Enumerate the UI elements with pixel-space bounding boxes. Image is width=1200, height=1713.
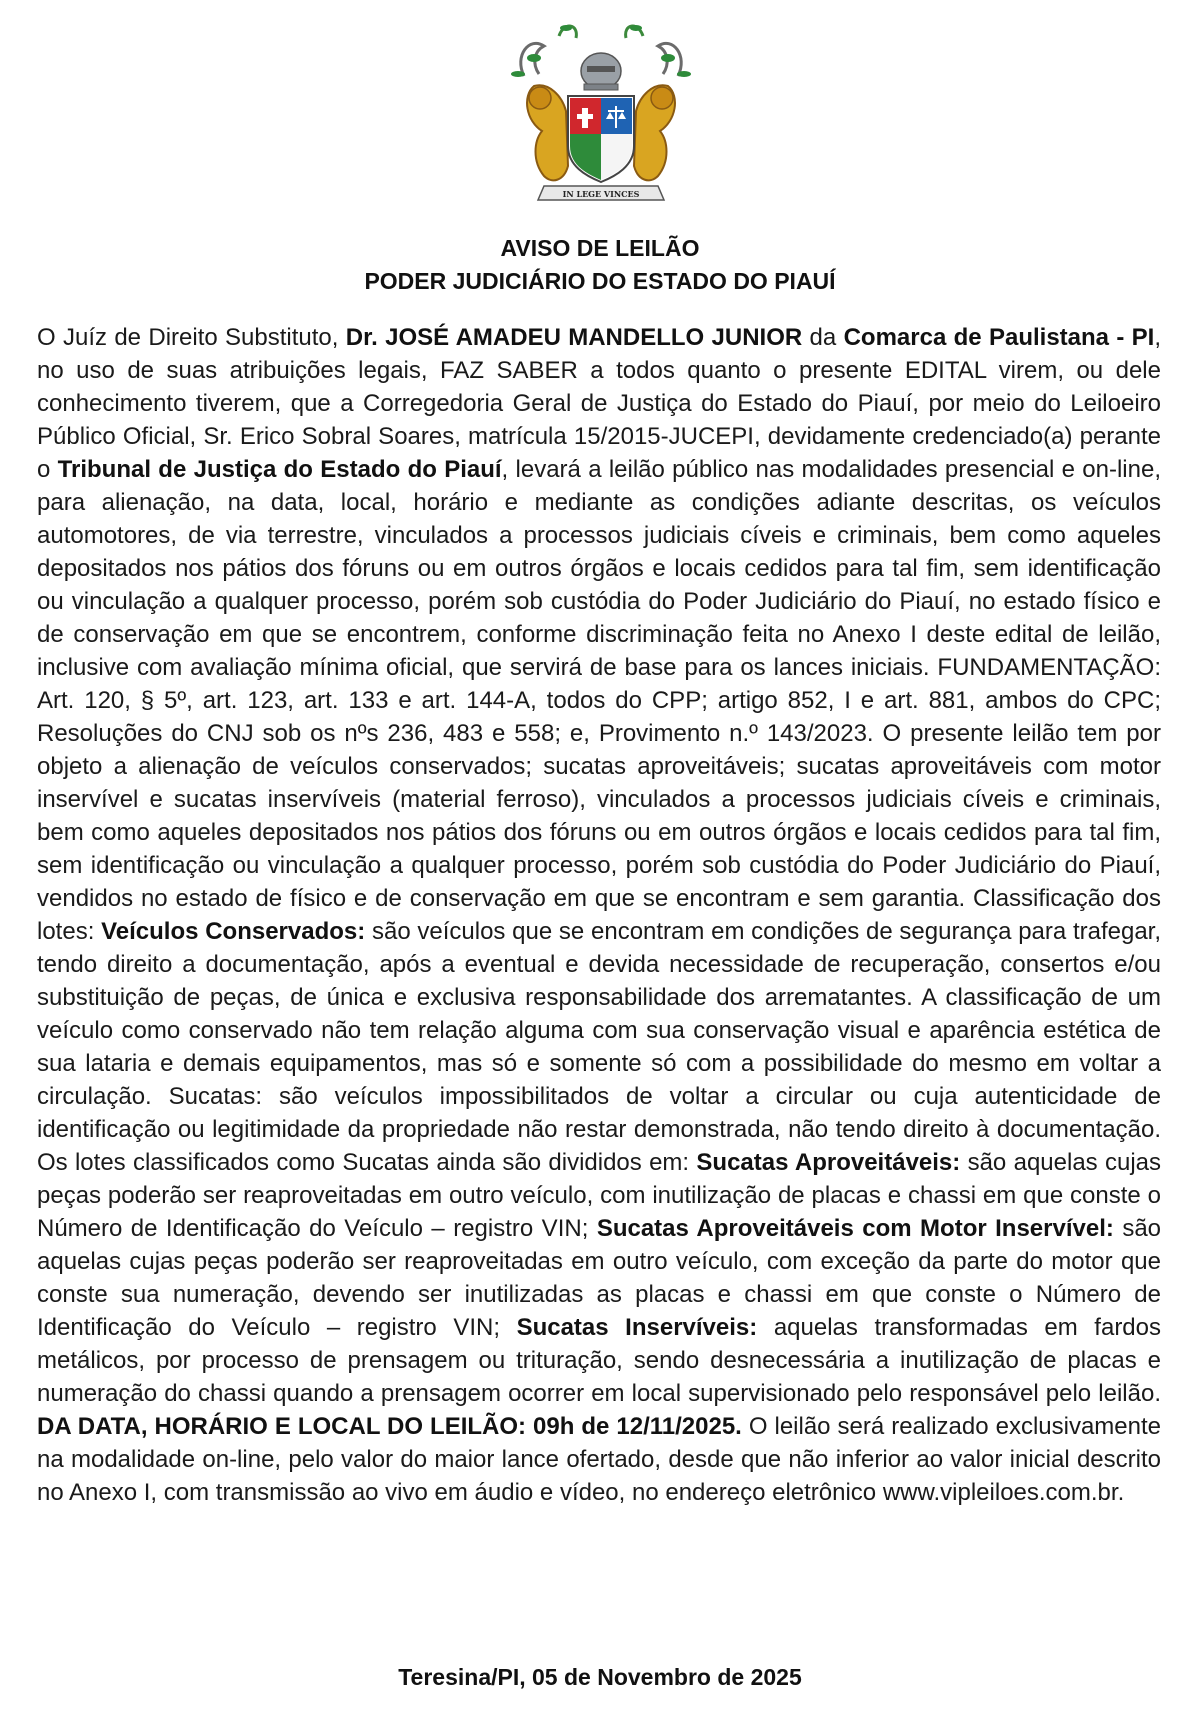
court-district: Comarca de Paulistana - PI	[843, 324, 1155, 351]
page-subtitle: PODER JUDICIÁRIO DO ESTADO DO PIAUÍ	[364, 268, 836, 294]
category-usable-scrap: Sucatas Aproveitáveis:	[696, 1149, 961, 1176]
category-usable-scrap-engine: Sucatas Aproveitáveis com Motor Inservível:	[596, 1215, 1114, 1242]
judge-name: Dr. JOSÉ AMADEU MANDELLO JUNIOR	[345, 324, 803, 351]
body-text-3: , no uso de suas atribuições legais, FAZ SABER a todos quanto o presente EDITAL virem, ou dele conhecimento tiverem, que a Corregedoria Geral de Justiça do Estado do Piauí, por meio do Leiloeiro Público Oficial, Sr. Erico Sobral Soares, matrícula 15/2015-JUCEPI, devidamente credenciado(a) perante o	[37, 324, 1162, 483]
body-text-6: são aquelas cujas peças poderão ser reaproveitadas em outro veículo, com inutilização de placas e chassi em que conste o Número de Identificação do Veículo – registro VIN;	[37, 1149, 1161, 1242]
body-text-7: são aquelas cujas peças poderão ser reaproveitadas em outro veículo, com exceção da parte do motor que conste sua numeração, devendo ser inutilizadas as placas e chassi em que conste o Número de Identificação do Veículo – registro VIN;	[37, 1215, 1162, 1341]
emblem-motto: IN LEGE VINCES	[562, 189, 640, 199]
category-conserved: Veículos Conservados:	[101, 918, 366, 945]
auction-date-heading: DA DATA, HORÁRIO E LOCAL DO LEILÃO: 09h de 12/11/2025.	[37, 1413, 742, 1440]
notice-body	[37, 321, 1161, 1509]
body-text-2: da	[802, 324, 844, 351]
category-unusable-scrap: Sucatas Inservíveis:	[516, 1314, 758, 1341]
body-text-8: aquelas transformadas em fardos metálicos, por processo de prensagem ou trituração, sendo desnecessária a inutilização de placas e numeração do chassi quando a prensagem ocorrer em local supervisionado pelo responsável pelo leilão.	[37, 1314, 1162, 1407]
signature-line: Teresina/PI, 05 de Novembro de 2025	[398, 1664, 802, 1690]
body-text-9: O leilão será realizado exclusivamente na modalidade on-line, pelo valor do maior lance ofertado, desde que não inferior ao valor inicial descrito no Anexo I, com transmissão ao vivo em áudio e vídeo, no endereço eletrônico www.vipleiloes.com.br.	[37, 1413, 1162, 1506]
document-header	[0, 232, 1200, 298]
body-text-4: , levará a leilão público nas modalidades presencial e on-line, para alienação, na data, local, horário e mediante as condições adiante descritas, os veículos automotores, de via terrestre, vinculados a processos judiciais cíveis e criminais, bem como aqueles depositados nos pátios dos fóruns ou em outros órgãos e locais cedidos para tal fim, sem identificação ou vinculação a qualquer processo, porém sob custódia do Poder Judiciário do Piauí, no estado físico e de conservação em que se encontrem, conforme discriminação feita no Anexo I deste edital de leilão, inclusive com avaliação mínima oficial, que servirá de base para os lances iniciais. FUNDAMENTAÇÃO: Art. 120, § 5º, art. 123, art. 133 e art. 144-A, todos do CPP; artigo 852, I e art. 881, ambos do CPC; Resoluções do CNJ sob os nºs 236, 483 e 558; e, Provimento n.º 143/2023. O presente leilão tem por objeto a alienação de veículos conservados; sucatas aproveitáveis; sucatas aproveitáveis com motor inservível e sucatas inservíveis (material ferroso), vinculados a processos judiciais cíveis e criminais, bem como aqueles depositados nos pátios dos fóruns ou em outros órgãos e locais cedidos para tal fim, sem identificação ou vinculação a qualquer processo, porém sob custódia do Poder Judiciário do Piauí, vendidos no estado de físico e de conservação em que se encontram e sem garantia. Classificação dos lotes:	[37, 456, 1161, 945]
tribunal-name: Tribunal de Justiça do Estado do Piauí	[57, 456, 502, 483]
page-title: AVISO DE LEILÃO	[500, 235, 700, 261]
coat-of-arms-icon	[504, 16, 698, 214]
body-text-1: O Juíz de Direito Substituto,	[37, 324, 346, 351]
body-text-5: são veículos que se encontram em condições de segurança para trafegar, tendo direito a documentação, após a eventual e devida necessidade de recuperação, consertos e/ou substituição de peças, de única e exclusiva responsabilidade dos arrematantes. A classificação de um veículo como conservado não tem relação alguma com sua conservação visual e aparência estética de sua lataria e demais equipamentos, mas só e somente só com a possibilidade do mesmo em voltar a circulação. Sucatas: são veículos impossibilitados de voltar a circular ou cuja autenticidade de identificação ou legitimidade da propriedade não restar demonstrada, não tendo direito à documentação. Os lotes classificados como Sucatas ainda são divididos em:	[37, 918, 1162, 1176]
